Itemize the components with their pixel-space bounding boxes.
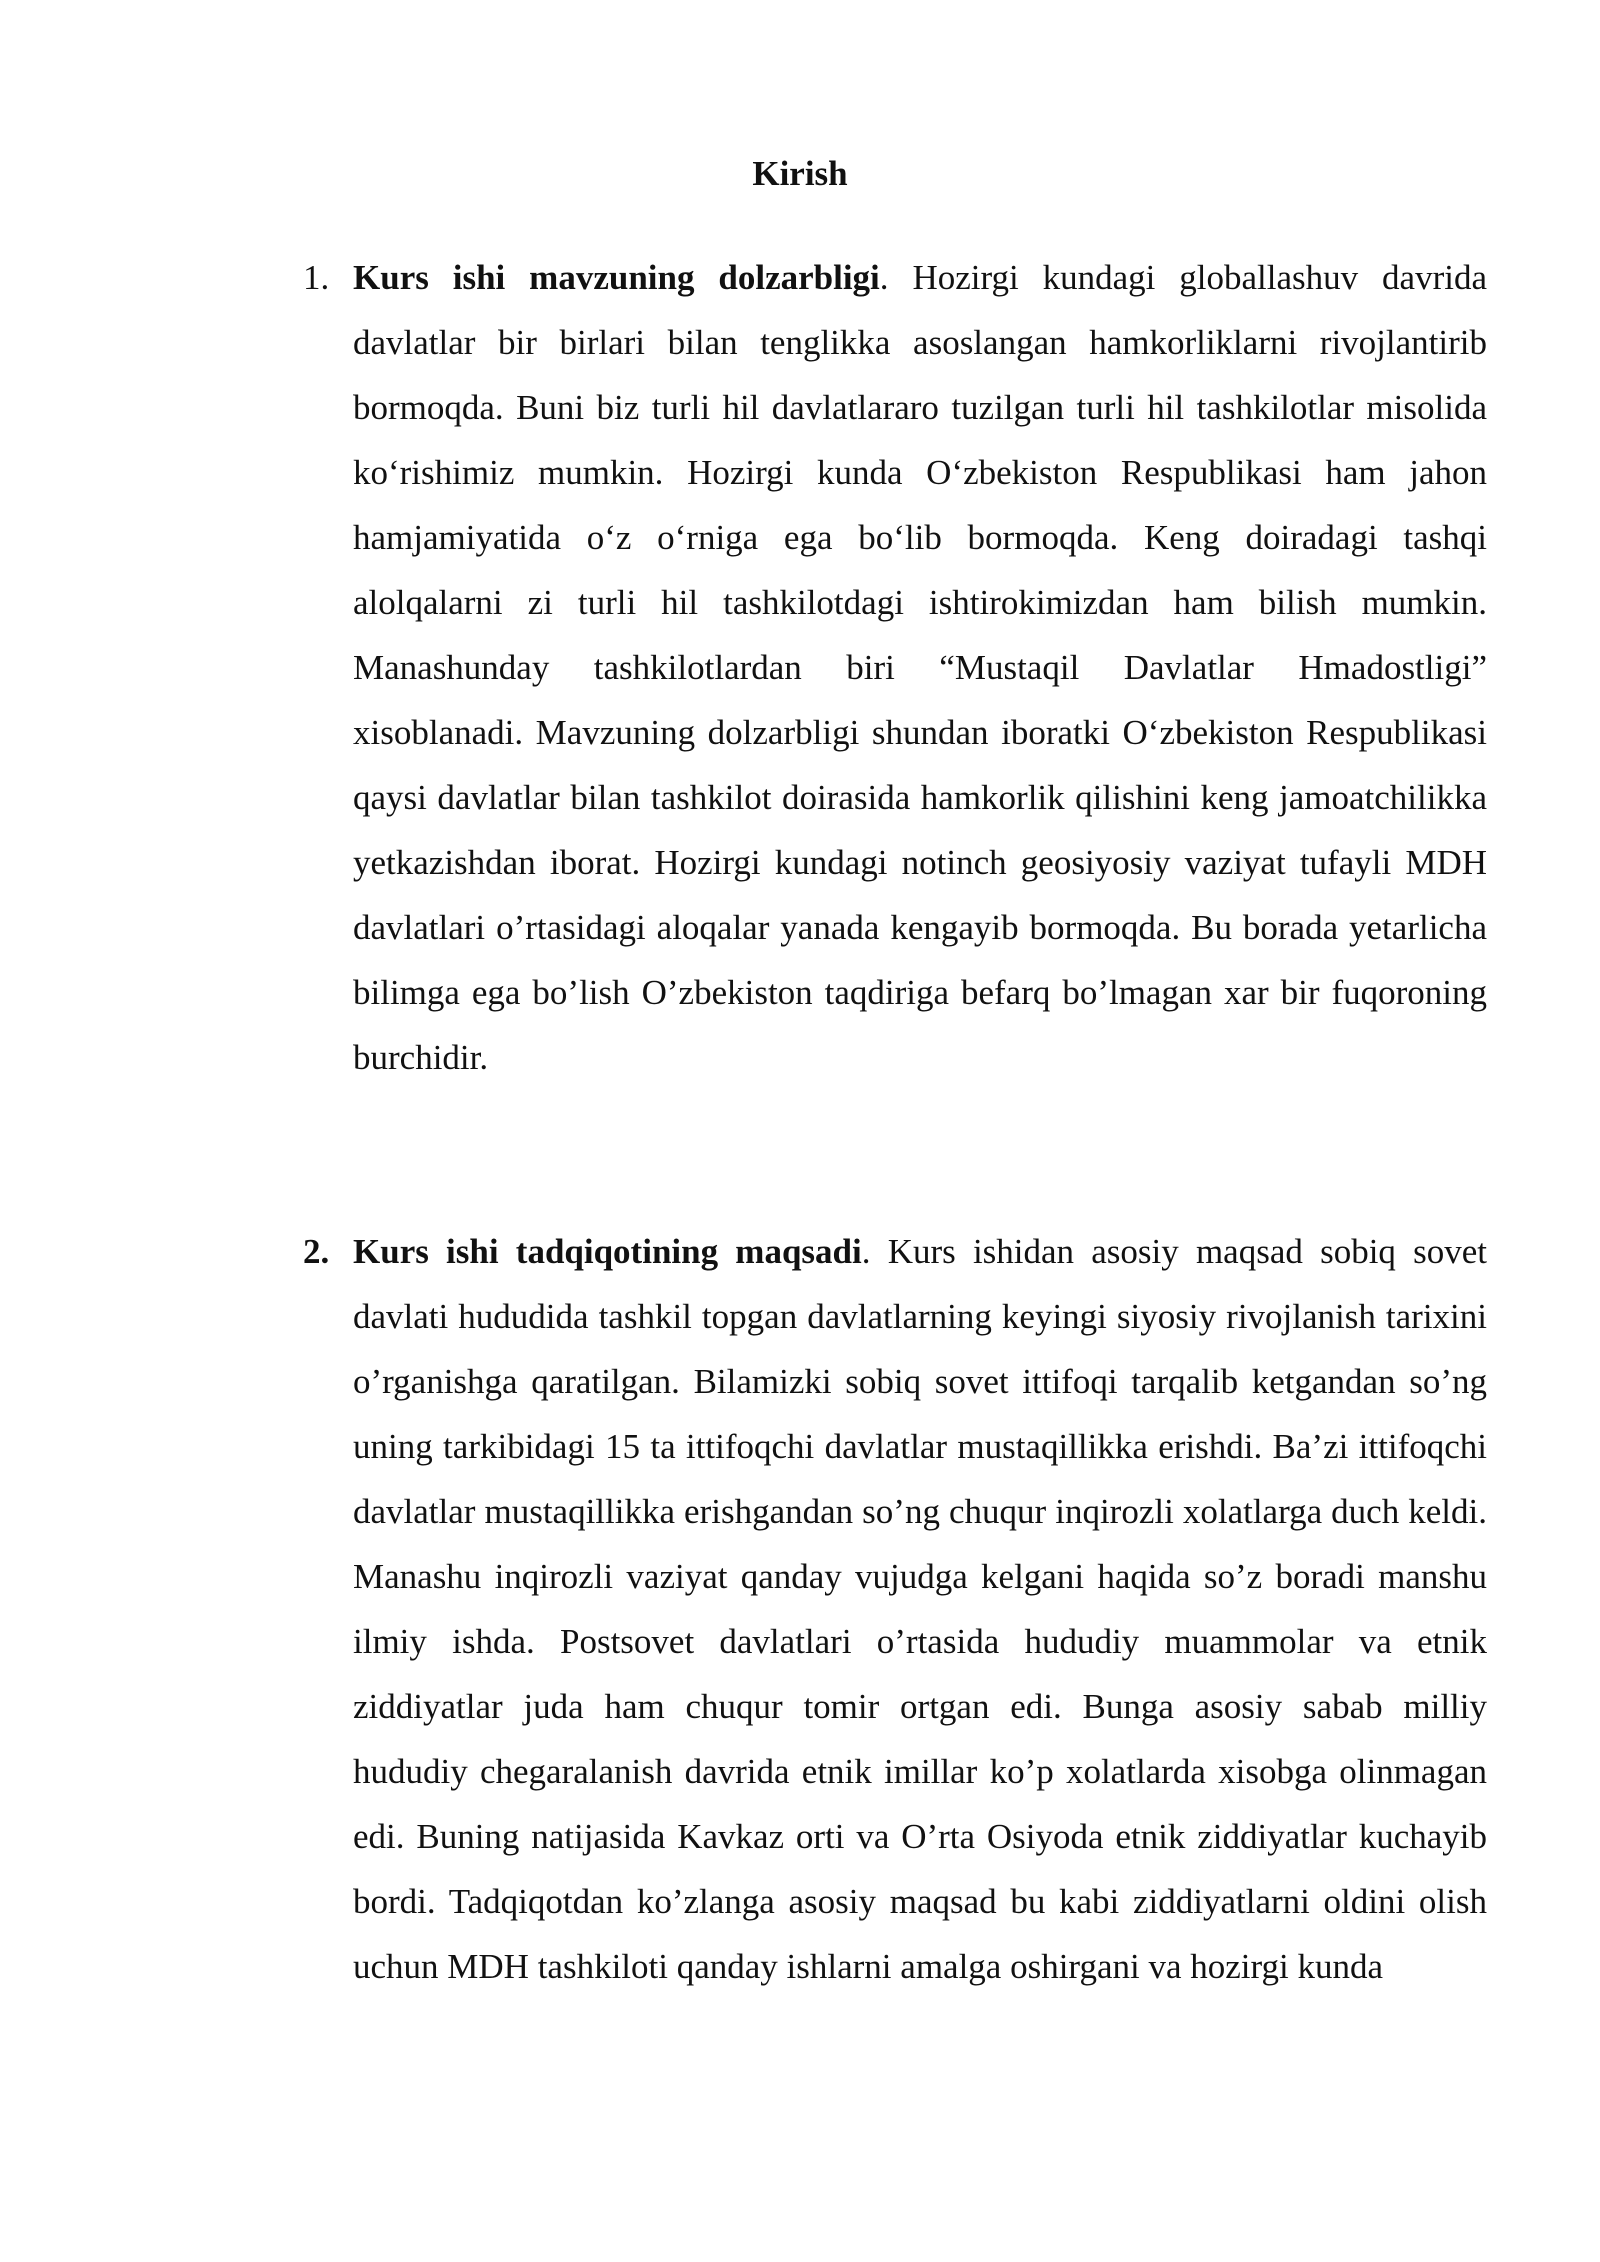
- page-title: Kirish: [752, 154, 848, 193]
- section-number: 2.: [303, 1232, 330, 1271]
- section-heading: Kurs ishi mavzuning dolzarbligi: [353, 258, 880, 297]
- section-relevance: [303, 245, 1487, 1090]
- section-body: . Hozirgi kundagi globallashuv davrida davlatlar bir birlari bilan tenglikka asoslangan hamkorliklarni rivojlantirib bormoqda. Buni biz turli hil davlatlararo tuzilgan turli hil tashkilotlar misolida koʻrishimiz mumkin. Hozirgi kunda Oʻzbekiston Respublikasi ham jahon hamjamiyatida oʻz oʻrniga ega boʻlib bormoqda. Keng doiradagi tashqi alolqalarni zi turli hil tashkilotdagi ishtirokimizdan ham bilish mumkin. Manashunday tashkilotlardan biri “Mustaqil Davlatlar Hmadostligi” xisoblanadi. Mavzuning dolzarbligi shundan iboratki Oʻzbekiston Respublikasi qaysi davlatlar bilan tashkilot doirasida hamkorlik qilishini keng jamoatchilikka yetkazishdan iborat. Hozirgi kundagi notinch geosiyosiy vaziyat tufayli MDH davlatlari o’rtasidagi aloqalar yanada kengayib bormoqda. Bu borada yetarlicha bilimga ega bo’lish O’zbekiston taqdiriga befarq bo’lmagan xar bir fuqoroning burchidir.: [353, 258, 1487, 1077]
- section-body: . Kurs ishidan asosiy maqsad sobiq sovet davlati hududida tashkil topgan davlatlarning keyingi siyosiy rivojlanish tarixini o’rganishga qaratilgan. Bilamizki sobiq sovet ittifoqi tarqalib ketgandan so’ng uning tarkibidagi 15 ta ittifoqchi davlatlar mustaqillikka erishdi. Ba’zi ittifoqchi davlatlar mustaqillikka erishgandan so’ng chuqur inqirozli xolatlarga duch keldi. Manashu inqirozli vaziyat qanday vujudga kelgani haqida so’z boradi manshu ilmiy ishda. Postsovet davlatlari o’rtasida hududiy muammolar va etnik ziddiyatlar juda ham chuqur tomir ortgan edi. Bunga asosiy sabab milliy hududiy chegaralanish davrida etnik imillar ko’p xolatlarda xisobga olinmagan edi. Buning natijasida Kavkaz orti va O’rta Osiyoda etnik ziddiyatlar kuchayib bordi. Tadqiqotdan ko’zlanga asosiy maqsad bu kabi ziddiyatlarni oldini olish uchun MDH tashkiloti qanday ishlarni amalga oshirgani va hozirgi kunda: [353, 1232, 1487, 1986]
- section-goal: [303, 1219, 1487, 1999]
- section-number: 1.: [303, 258, 330, 297]
- section-heading: Kurs ishi tadqiqotining maqsadi: [353, 1232, 862, 1271]
